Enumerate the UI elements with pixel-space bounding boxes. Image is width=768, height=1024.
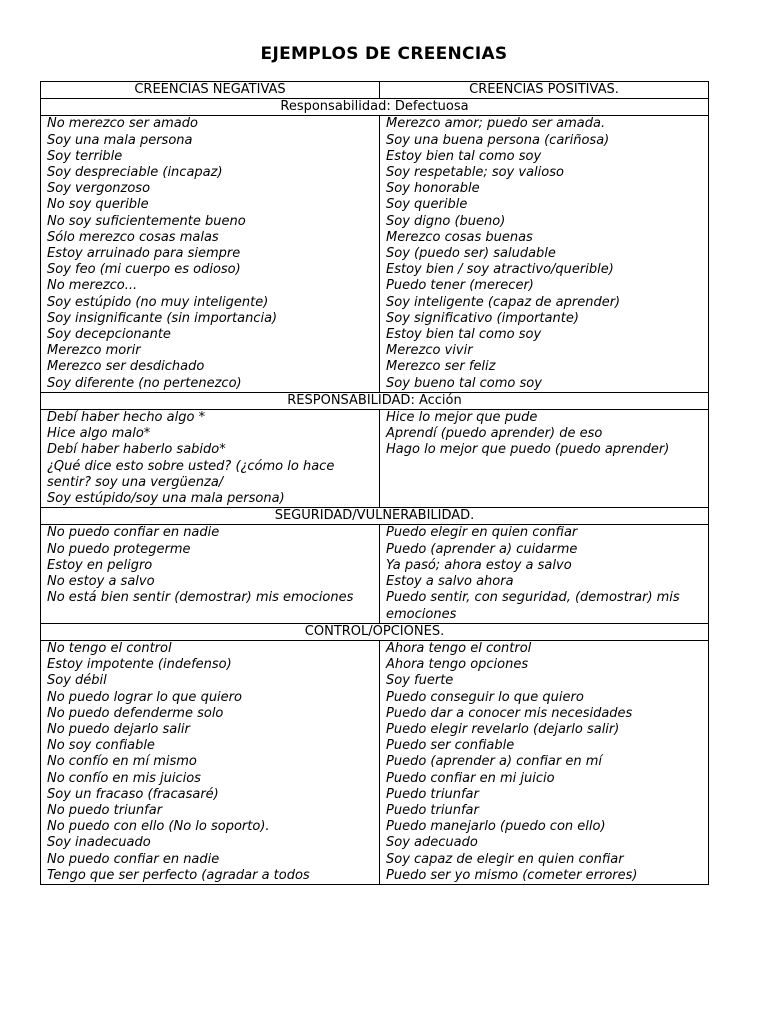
positive-belief-item: Puedo elegir en quien confiar (386, 525, 578, 541)
negative-belief-item: Soy estúpido (no muy inteligente) (47, 294, 269, 310)
table-row (41, 410, 709, 508)
negative-belief-item: Merezco morir (47, 343, 141, 359)
positive-belief-item: Soy adecuado (386, 835, 478, 851)
positive-belief-item: Merezco ser feliz (386, 359, 496, 375)
negative-belief-item: Soy feo (mi cuerpo es odioso) (47, 262, 241, 278)
negative-belief-item: No puedo confiar en nadie (47, 851, 220, 867)
section-header-row (41, 99, 709, 116)
negative-belief-item: Soy débil (47, 673, 107, 689)
positive-beliefs-cell (380, 640, 709, 884)
positive-belief-item: Soy bueno tal como soy (386, 375, 542, 391)
page-title: EJEMPLOS DE CREENCIAS (260, 44, 508, 64)
negative-belief-item: No puedo dejarlo salir (47, 721, 190, 737)
positive-belief-item: Soy (puedo ser) saludable (386, 246, 556, 262)
positive-belief-item: Merezco amor; puedo ser amada. (386, 116, 606, 132)
negative-belief-item: Soy estúpido/soy una mala persona) (47, 491, 285, 507)
positive-belief-item: Soy capaz de elegir en quien confiar (386, 851, 624, 867)
positive-belief-item: Puedo tener (merecer) (386, 278, 534, 294)
positive-belief-item: Merezco vivir (386, 343, 473, 359)
negative-beliefs-cell (41, 116, 380, 392)
negative-belief-item: Soy una mala persona (47, 132, 193, 148)
positive-belief-item: Ahora tengo opciones (386, 657, 529, 673)
negative-belief-item: No puedo confiar en nadie (47, 525, 220, 541)
section-title-control-opciones: CONTROL/OPCIONES. (41, 623, 709, 640)
positive-belief-item: Puedo triunfar (386, 786, 479, 802)
table-row (41, 116, 709, 392)
section-header-row (41, 508, 709, 525)
negative-belief-item: Estoy arruinado para siempre (47, 246, 241, 262)
section-title-responsabilidad-defectuosa: Responsabilidad: Defectuosa (41, 99, 709, 116)
positive-belief-item: Soy significativo (importante) (386, 310, 579, 326)
negative-belief-item: Hice algo malo* (47, 426, 151, 442)
negative-belief-item: No soy suficientemente bueno (47, 213, 246, 229)
negative-belief-item: Soy despreciable (incapaz) (47, 165, 223, 181)
positive-belief-item: Puedo conseguir lo que quiero (386, 689, 584, 705)
negative-beliefs-cell (41, 525, 380, 623)
positive-belief-item: Puedo ser yo mismo (cometer errores) (386, 867, 638, 883)
negative-belief-item: Soy inadecuado (47, 835, 151, 851)
positive-belief-item: Soy respetable; soy valioso (386, 165, 564, 181)
positive-beliefs-cell (380, 410, 709, 508)
table-row (41, 640, 709, 884)
table-body (41, 99, 709, 885)
negative-belief-item: Soy vergonzoso (47, 181, 151, 197)
section-title-responsabilidad-accion: RESPONSABILIDAD: Acción (41, 392, 709, 409)
positive-belief-item: Puedo (aprender a) confiar en mí (386, 754, 603, 770)
positive-belief-item: Soy digno (bueno) (386, 213, 506, 229)
column-header-positive: CREENCIAS POSITIVAS. (380, 82, 709, 99)
negative-belief-item: No puedo protegerme (47, 541, 191, 557)
negative-belief-item: No puedo lograr lo que quiero (47, 689, 242, 705)
positive-beliefs-cell (380, 525, 709, 623)
positive-belief-item: Aprendí (puedo aprender) de eso (386, 426, 603, 442)
negative-belief-item: Soy un fracaso (fracasaré) (47, 786, 219, 802)
negative-belief-item: Merezco ser desdichado (47, 359, 205, 375)
negative-belief-item: No tengo el control (47, 640, 172, 656)
negative-belief-item: No puedo defenderme solo (47, 705, 224, 721)
column-header-negative: CREENCIAS NEGATIVAS (41, 82, 380, 99)
negative-beliefs-cell (41, 640, 380, 884)
negative-belief-item: Soy diferente (no pertenezco) (47, 375, 242, 391)
negative-beliefs-cell (41, 410, 380, 508)
negative-belief-item: No confío en mis juicios (47, 770, 201, 786)
positive-belief-item: Puedo dar a conocer mis necesidades (386, 705, 633, 721)
positive-belief-item: Estoy bien / soy atractivo/querible) (386, 262, 614, 278)
positive-belief-item: Soy fuerte (386, 673, 454, 689)
negative-belief-item: No merezco... (47, 278, 138, 294)
negative-belief-item: Debí haber haberlo sabido* (47, 442, 226, 458)
positive-belief-item: Ahora tengo el control (386, 640, 532, 656)
negative-belief-item: Soy decepcionante (47, 327, 171, 343)
negative-belief-item: Debí haber hecho algo * (47, 410, 206, 426)
negative-belief-item: No confío en mí mismo (47, 754, 197, 770)
positive-belief-item: Soy inteligente (capaz de aprender) (386, 294, 621, 310)
positive-belief-item: Puedo ser confiable (386, 738, 515, 754)
section-header-row (41, 623, 709, 640)
negative-belief-item: Tengo que ser perfecto (agradar a todos (47, 867, 310, 883)
negative-belief-item: No estoy a salvo (47, 574, 155, 590)
positive-beliefs-cell (380, 116, 709, 392)
negative-belief-item: No merezco ser amado (47, 116, 198, 132)
table-head (41, 82, 709, 99)
positive-belief-item: Estoy bien tal como soy (386, 148, 542, 164)
table-row (41, 525, 709, 623)
negative-belief-item: Soy insignificante (sin importancia) (47, 310, 278, 326)
positive-belief-item: Merezco cosas buenas (386, 229, 533, 245)
table-header-row (41, 82, 709, 99)
positive-belief-item: Soy querible (386, 197, 468, 213)
positive-belief-item: Estoy a salvo ahora (386, 574, 514, 590)
beliefs-table (40, 81, 709, 885)
positive-belief-item: Puedo sentir, con seguridad, (demostrar) mis emociones (386, 590, 680, 622)
positive-belief-item: Puedo elegir revelarlo (dejarlo salir) (386, 721, 620, 737)
positive-belief-item: Puedo manejarlo (puedo con ello) (386, 819, 606, 835)
negative-belief-item: Soy terrible (47, 148, 123, 164)
positive-belief-item: Soy una buena persona (cariñosa) (386, 132, 610, 148)
positive-belief-item: Hice lo mejor que pude (386, 410, 538, 426)
section-header-row (41, 392, 709, 409)
negative-belief-item: ¿Qué dice esto sobre usted? (¿cómo lo hace sentir? soy una vergüenza/ (47, 458, 335, 490)
positive-belief-item: Puedo (aprender a) cuidarme (386, 541, 578, 557)
negative-belief-item: No soy confiable (47, 738, 155, 754)
positive-belief-item: Hago lo mejor que puedo (puedo aprender) (386, 442, 670, 458)
section-title-seguridad-vulnerabilidad: SEGURIDAD/VULNERABILIDAD. (41, 508, 709, 525)
negative-belief-item: Estoy impotente (indefenso) (47, 657, 232, 673)
positive-belief-item: Puedo confiar en mi juicio (386, 770, 555, 786)
negative-belief-item: No está bien sentir (demostrar) mis emociones (47, 590, 354, 606)
positive-belief-item: Puedo triunfar (386, 802, 479, 818)
negative-belief-item: No soy querible (47, 197, 149, 213)
negative-belief-item: Estoy en peligro (47, 557, 153, 573)
negative-belief-item: No puedo triunfar (47, 802, 163, 818)
negative-belief-item: No puedo con ello (No lo soporto). (47, 819, 270, 835)
positive-belief-item: Soy honorable (386, 181, 480, 197)
positive-belief-item: Ya pasó; ahora estoy a salvo (386, 557, 572, 573)
negative-belief-item: Sólo merezco cosas malas (47, 229, 219, 245)
positive-belief-item: Estoy bien tal como soy (386, 327, 542, 343)
